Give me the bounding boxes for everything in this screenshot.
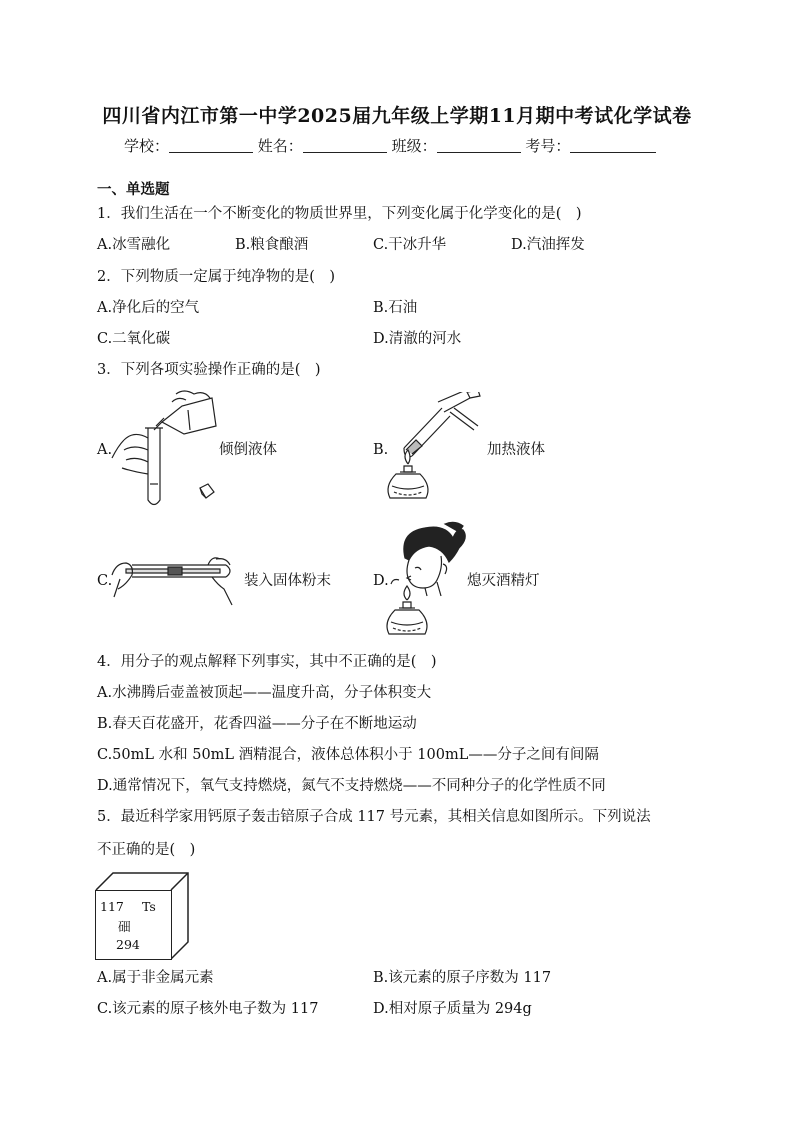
q2-option-a[interactable]: A.净化后的空气 <box>97 300 200 316</box>
q3-option-c-letter[interactable]: C. <box>97 573 113 589</box>
q4-option-c[interactable]: C.50mL 水和 50mL 酒精混合，液体总体积小于 100mL——分子之间有间隔 <box>97 747 599 763</box>
q2-option-b[interactable]: B.石油 <box>373 300 418 316</box>
q1-stem: 1．我们生活在一个不断变化的物质世界里，下列变化属于化学变化的是( ) <box>97 206 582 222</box>
adding-powder-icon <box>108 545 238 609</box>
q3-option-d-caption: 熄灭酒精灯 <box>467 573 540 589</box>
q1-option-c[interactable]: C.干冰升华 <box>373 237 447 253</box>
q2-option-c[interactable]: C.二氧化碳 <box>97 331 171 347</box>
q1-option-d[interactable]: D.汽油挥发 <box>511 237 585 253</box>
q1-option-b[interactable]: B.粮食酿酒 <box>235 237 309 253</box>
q5-option-a[interactable]: A.属于非金属元素 <box>97 970 214 986</box>
heating-liquid-icon <box>382 392 486 510</box>
q5-stem-line1: 5．最近科学家用钙原子轰击锫原子合成 117 号元素，其相关信息如图所示。下列说法 <box>97 809 651 825</box>
q2-stem: 2．下列物质一定属于纯净物的是( ) <box>97 269 336 285</box>
element-cell <box>95 890 172 960</box>
class-blank[interactable] <box>437 137 521 153</box>
school-blank[interactable] <box>169 137 253 153</box>
q4-stem: 4．用分子的观点解释下列事实，其中不正确的是( ) <box>97 654 437 670</box>
name-label: 姓名： <box>257 137 303 155</box>
pouring-liquid-icon <box>104 388 224 510</box>
element-atomic-number: 117 <box>100 899 124 914</box>
q4-option-b[interactable]: B.春天百花盛开，花香四溢——分子在不断地运动 <box>97 716 417 732</box>
q3-option-b-letter[interactable]: B. <box>373 442 389 458</box>
student-info-row <box>124 135 656 156</box>
q3-option-d-letter[interactable]: D. <box>373 573 389 589</box>
name-blank[interactable] <box>303 137 387 153</box>
class-label: 班级： <box>391 137 437 155</box>
number-blank[interactable] <box>570 137 656 153</box>
q3-stem: 3．下列各项实验操作正确的是( ) <box>97 362 321 378</box>
q2-option-d[interactable]: D.清澈的河水 <box>373 331 462 347</box>
q5-option-b[interactable]: B.该元素的原子序数为 117 <box>373 970 552 986</box>
element-cell-cube <box>95 872 190 960</box>
element-atomic-mass: 294 <box>116 937 140 952</box>
extinguish-lamp-icon <box>385 518 470 642</box>
q5-option-c[interactable]: C.该元素的原子核外电子数为 117 <box>97 1001 319 1017</box>
element-symbol: Ts <box>142 899 156 914</box>
q3-option-a-letter[interactable]: A. <box>97 442 113 458</box>
q5-stem-line2: 不正确的是( ) <box>97 842 196 858</box>
school-label: 学校： <box>124 137 170 155</box>
section-title: 一、单选题 <box>97 182 170 198</box>
q4-option-a[interactable]: A.水沸腾后壶盖被顶起——温度升高，分子体积变大 <box>97 685 432 701</box>
number-label: 考号： <box>525 137 571 155</box>
q1-option-a[interactable]: A.冰雪融化 <box>97 237 171 253</box>
q4-option-d[interactable]: D.通常情况下，氧气支持燃烧，氮气不支持燃烧——不同种分子的化学性质不同 <box>97 778 606 794</box>
q3-option-b-caption: 加热液体 <box>487 442 545 458</box>
q3-option-c-caption: 装入固体粉末 <box>244 573 331 589</box>
element-name: 鿬 <box>118 919 131 934</box>
exam-title: 四川省内江市第一中学2025届九年级上学期11月期中考试化学试卷 <box>102 105 692 127</box>
q5-option-d[interactable]: D.相对原子质量为 294g <box>373 1001 532 1017</box>
q3-option-a-caption: 倾倒液体 <box>219 442 277 458</box>
